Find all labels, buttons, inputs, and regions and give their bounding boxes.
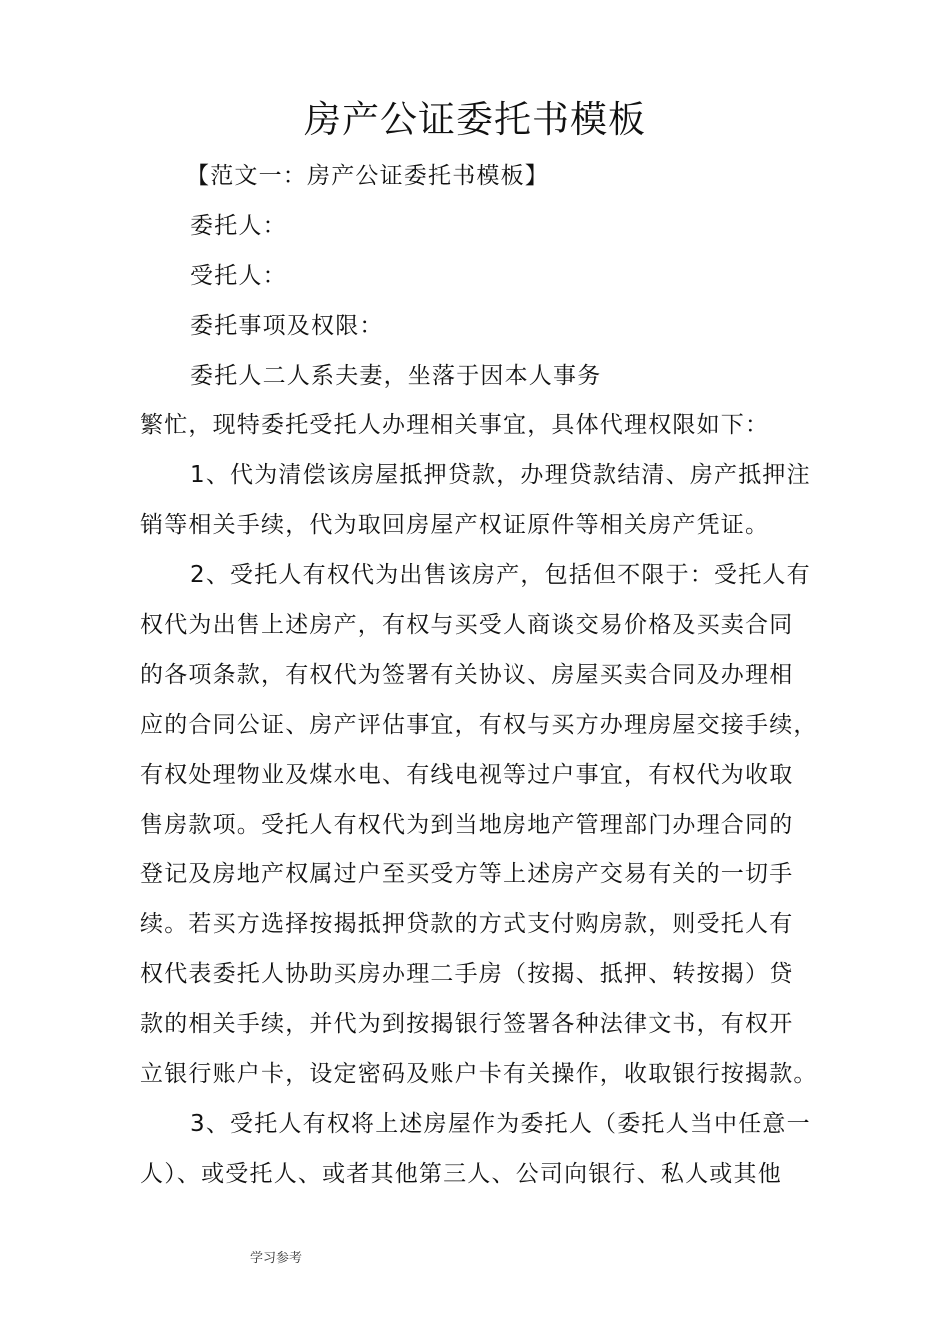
item-2-line: 售房款项。受托人有权代为到当地房地产管理部门办理合同的 bbox=[140, 812, 794, 838]
item-2-line: 权代为出售上述房产，有权与买受人商谈交易价格及买卖合同 bbox=[140, 612, 794, 638]
item-2-line: 应的合同公证、房产评估事宜，有权与买方办理房屋交接手续， bbox=[140, 712, 818, 738]
agent-field-label: 受托人： bbox=[190, 263, 287, 289]
item-2-line: 有权处理物业及煤水电、有线电视等过户事宜，有权代为收取 bbox=[140, 762, 794, 788]
item-1-line: 销等相关手续，代为取回房屋产权证原件等相关房产凭证。 bbox=[140, 512, 770, 538]
item-2-line: 立银行账户卡，设定密码及账户卡有关操作，收取银行按揭款。 bbox=[140, 1061, 818, 1087]
section-heading: 【范文一：房产公证委托书模板】 bbox=[186, 163, 549, 189]
item-2-line: 登记及房地产权属过户至买受方等上述房产交易有关的一切手 bbox=[140, 861, 794, 887]
document-title: 房产公证委托书模板 bbox=[304, 98, 646, 141]
item-2-line: 的各项条款，有权代为签署有关协议、房屋买卖合同及办理相 bbox=[140, 662, 794, 688]
intro-paragraph-line: 委托人二人系夫妻，坐落于因本人事务 bbox=[190, 363, 602, 389]
item-3-line: 3、受托人有权将上述房屋作为委托人（委托人当中任意一 bbox=[190, 1111, 811, 1137]
intro-paragraph-line: 繁忙，现特委托受托人办理相关事宜，具体代理权限如下： bbox=[140, 412, 770, 438]
principal-field-label: 委托人： bbox=[190, 213, 287, 239]
item-3-line: 人）、或受托人、或者其他第三人、公司向银行、私人或其他 bbox=[140, 1161, 782, 1187]
footer-note: 学习参考 bbox=[250, 1251, 303, 1266]
item-2-line: 权代表委托人协助买房办理二手房（按揭、抵押、转按揭）贷 bbox=[140, 961, 794, 987]
item-1-line: 1、代为清偿该房屋抵押贷款，办理贷款结清、房产抵押注 bbox=[190, 462, 811, 488]
item-2-line: 款的相关手续，并代为到按揭银行签署各种法律文书，有权开 bbox=[140, 1011, 794, 1037]
item-2-line: 续。若买方选择按揭抵押贷款的方式支付购房款，则受托人有 bbox=[140, 911, 794, 937]
item-2-line: 2、受托人有权代为出售该房产，包括但不限于：受托人有 bbox=[190, 562, 811, 588]
matters-field-label: 委托事项及权限： bbox=[190, 313, 384, 339]
